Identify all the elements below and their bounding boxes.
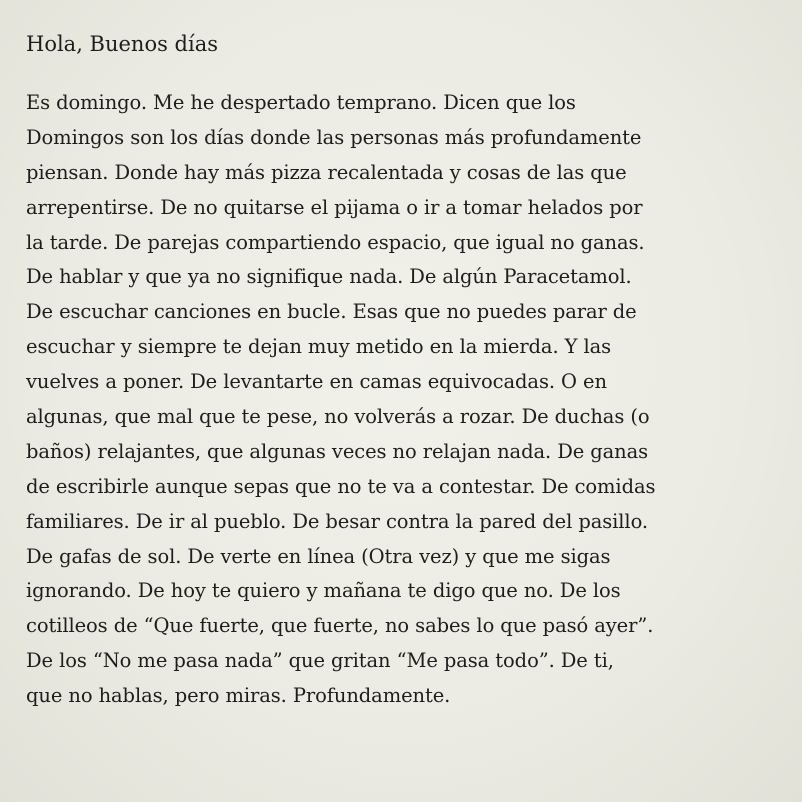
text-line: algunas, que mal que te pese, no volverás a rozar. De duchas (o (26, 405, 650, 429)
text-line: De escuchar canciones en bucle. Esas que no puedes parar de (26, 300, 637, 324)
text-line: arrepentirse. De no quitarse el pijama o ir a tomar helados por (26, 195, 643, 219)
text-line: de escribirle aunque sepas que no te va a contestar. De comidas (26, 474, 656, 498)
text-line: la tarde. De parejas compartiendo espacio, que igual no ganas. (26, 230, 645, 254)
text-line: baños) relajantes, que algunas veces no relajan nada. De ganas (26, 439, 649, 463)
text-line: vuelves a poner. De levantarte en camas equivocadas. O en (26, 370, 607, 394)
text-line: De los “No me pasa nada” que gritan “Me pasa todo”. De ti, (26, 649, 614, 673)
text-line: De hablar y que ya no signifique nada. De algún Paracetamol. (26, 265, 632, 289)
text-line: que no hablas, pero miras. Profundamente. (26, 684, 451, 708)
text-line: Domingos son los días donde las personas más profundamente (26, 125, 642, 149)
greeting-heading: Hola, Buenos días (26, 32, 219, 56)
text-line: ignorando. De hoy te quiero y mañana te digo que no. De los (26, 579, 621, 603)
text-line: De gafas de sol. De verte en línea (Otra vez) y que me sigas (26, 544, 611, 568)
text-line: piensan. Donde hay más pizza recalentada y cosas de las que (26, 160, 627, 184)
text-line: Es domingo. Me he despertado temprano. Dicen que los (26, 91, 576, 114)
text-line: cotilleos de “Que fuerte, que fuerte, no sabes lo que pasó ayer”. (26, 614, 654, 638)
text-line: familiares. De ir al pueblo. De besar contra la pared del pasillo. (26, 509, 648, 533)
text-line: escuchar y siempre te dejan muy metido en la mierda. Y las (26, 335, 612, 359)
body-text (26, 86, 655, 714)
